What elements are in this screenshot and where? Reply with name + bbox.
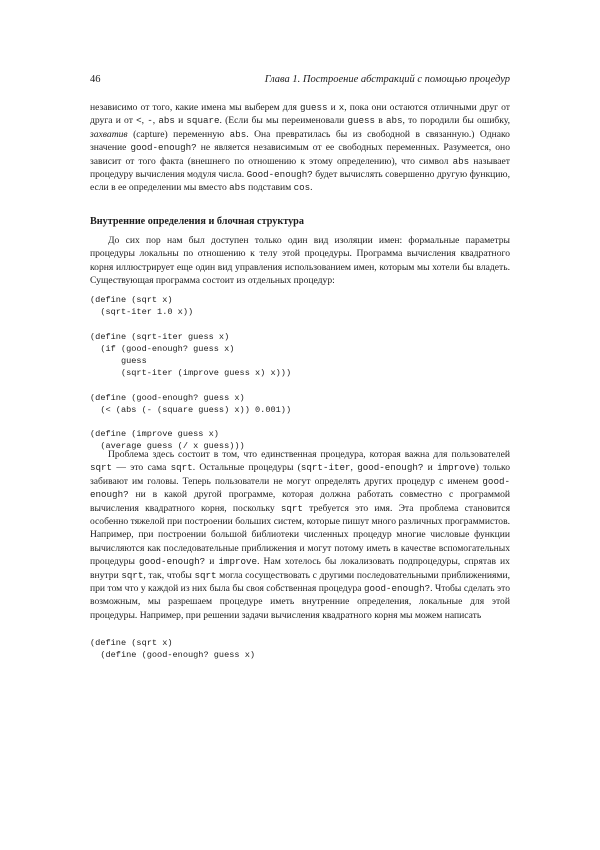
page-number: 46 xyxy=(90,74,101,85)
paragraph-name-capture: независимо от того, какие имена мы выберем для guess и x, пока они остаются отличными друг от друга и от <, -, abs и square. (Если бы мы переименовали guess в abs, то породили бы ошибку, захватив (capture) переменную abs. Она превратилась бы из свободной в связанную.) Однако значение good-enough? не является независимым от ее свободных переменных. Разумеется, оно зависит от того факта (внешнего по отношению к этому определению), что символ abs называет процедуру вычисления модуля числа. Good-enough? будет вычислять совершенно другую функцию, если в ее определении мы вместо abs подставим cos. xyxy=(90,102,511,194)
running-head: Глава 1. Построение абстракций с помощью процедур xyxy=(264,74,510,85)
code-listing-sqrt-block: (define (sqrt x) (define (good-enough? guess x) xyxy=(90,638,256,661)
paragraph-problem: Проблема здесь состоит в том, что единственная процедура, которая важна для пользователей sqrt — это сама sqrt. Остальные процедуры (sqrt-iter, good-enough? и improve) только забивают им головы. Теперь пользователи не могут определять других процедур с именем good-enough? ни в какой другой программе, которая должна работать совместно с программой вычисления квадратного корня, поскольку sqrt требуется это имя. Эта проблема становится особенно тяжелой при построении больших систем, которые пишут много различных программистов. Например, при построении большой библиотеки численных процедур многие числовые функции вычисляются как последовательные приближения и могут потому иметь в качестве вспомогательных процедуры good-enough? и improve. Нам хотелось бы локализовать подпроцедуры, спрятав их внутри sqrt, так, чтобы sqrt могла сосуществовать с другими последовательными приближениями, при том что у каждой из них была бы своя собственная процедура good-enough?. Чтобы сделать это возможным, мы разрешаем процедуре иметь внутренние определения, локальные для этой процедуры. Например, при решении задачи вычисления квадратного корня мы можем написать xyxy=(90,449,511,621)
code-listing-sqrt: (define (sqrt x) (sqrt-iter 1.0 x)) (define (sqrt-iter guess x) (if (good-enough? guess x) guess (sqrt-iter (improve guess x) x))) (define (good-enough? guess x) (< (abs (- (square guess) x)) 0.001)) (define (improve guess x) (average guess (/ x guess))) xyxy=(90,295,292,452)
paragraph-intro-block-structure: До сих пор нам был доступен только один вид изоляции имен: формальные параметры процедуры локальны по отношению к телу этой процедуры. Программа вычисления квадратного корня иллюстрирует еще один вид управления использованием имен, которым мы хотели бы владеть. Существующая программа состоит из отдельных процедур: xyxy=(90,235,510,287)
page-header xyxy=(90,74,510,90)
section-heading: Внутренние определения и блочная структура xyxy=(90,216,304,227)
